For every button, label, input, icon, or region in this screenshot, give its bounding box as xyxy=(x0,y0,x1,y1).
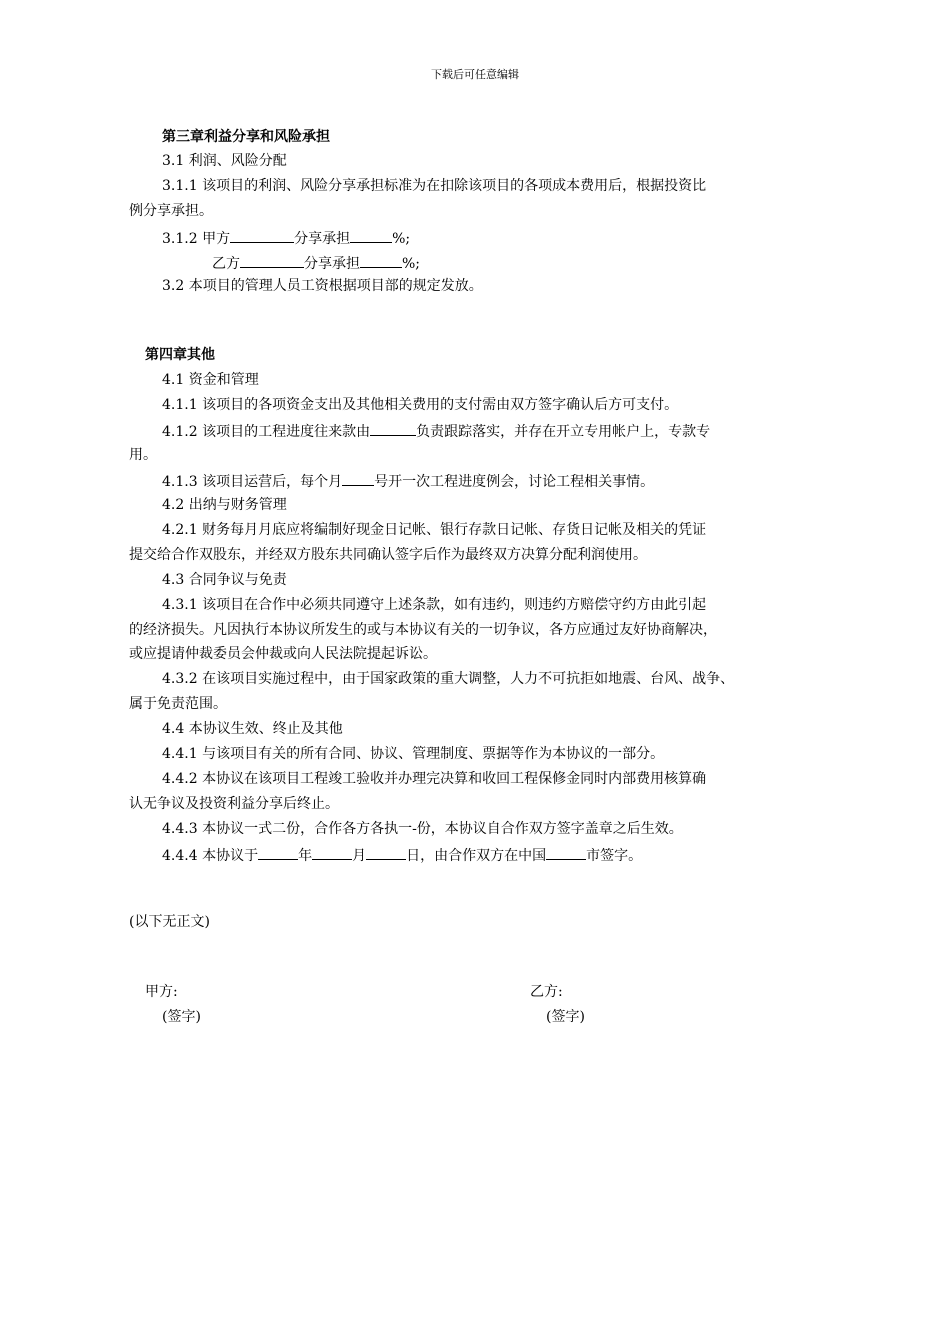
clause-4-1-1: 4.1.1 该项目的各项资金支出及其他相关费用的支付需由双方签字确认后方可支付。 xyxy=(162,397,679,413)
party-b-label: 乙方: xyxy=(530,984,563,1000)
clause-4-4-4-text: 4.4.4 本协议于 xyxy=(162,848,259,864)
clause-4-2-1-line1: 4.2.1 财务每月月底应将编制好现金日记帐、银行存款日记帐、存货日记帐及相关的凭证 xyxy=(162,522,707,538)
clause-4-4-2-line1: 4.4.2 本协议在该项目工程竣工验收并办理完决算和收回工程保修金同时内部费用核算确 xyxy=(162,771,707,787)
share-b-blank xyxy=(240,253,304,268)
section-4-4: 4.4 本协议生效、终止及其他 xyxy=(162,721,343,737)
percent-a-blank xyxy=(350,228,392,243)
clause-4-4-1: 4.4.1 与该项目有关的所有合同、协议、管理制度、票据等作为本协议的一部分。 xyxy=(162,746,665,762)
party-a-label: 甲方: xyxy=(145,984,178,1000)
clause-3-1-1-line2: 例分享承担。 xyxy=(129,203,213,219)
clause-3-1-1-line1: 3.1.1 该项目的利润、风险分享承担标准为在扣除该项目的各项成本费用后，根据投资比 xyxy=(162,178,707,194)
share-label: 分享承担 xyxy=(304,256,360,272)
clause-4-4-4 xyxy=(162,845,642,865)
section-4-3: 4.3 合同争议与免责 xyxy=(162,572,287,588)
clause-4-2-1-line2: 提交给合作双股东，并经双方股东共同确认签字后作为最终双方决算分配利润使用。 xyxy=(129,547,647,563)
year-label: 年 xyxy=(298,848,313,864)
share-label: 分享承担 xyxy=(294,231,351,247)
percent-suffix: %; xyxy=(402,256,421,272)
day-label: 日，由合作双方在中国 xyxy=(406,848,547,864)
section-3-1: 3.1 利润、风险分配 xyxy=(162,153,287,169)
day-blank xyxy=(366,845,406,860)
clause-4-1-2-text: 4.1.2 该项目的工程进度往来款由 xyxy=(162,424,371,440)
clause-3-1-2-b-label: 乙方 xyxy=(212,256,240,272)
city-label: 市签字。 xyxy=(586,848,643,864)
clause-4-1-2-text-cont: 负责跟踪落实，并存在开立专用帐户上，专款专 xyxy=(416,424,711,440)
clause-4-4-3: 4.4.3 本协议一式二份，合作各方各执一-份，本协议自合作双方签字盖章之后生效。 xyxy=(162,821,683,837)
clause-4-3-1-line2: 的经济损失。凡因执行本协议所发生的或与本协议有关的一切争议，各方应通过友好协商解决， xyxy=(129,622,717,638)
city-blank xyxy=(546,845,586,860)
percent-b-blank xyxy=(360,253,402,268)
page-header: 下载后可任意编辑 xyxy=(431,68,519,81)
month-label: 月 xyxy=(352,848,367,864)
end-of-text-note: (以下无正文) xyxy=(129,914,210,930)
clause-4-1-3-text-cont: 号开一次工程进度例会，讨论工程相关事情。 xyxy=(374,474,655,490)
clause-3-2: 3.2 本项目的管理人员工资根据项目部的规定发放。 xyxy=(162,278,483,294)
clause-4-1-2-line2: 用。 xyxy=(129,447,157,463)
year-blank xyxy=(258,845,298,860)
chapter-4-title: 第四章其他 xyxy=(145,347,215,363)
clause-4-1-3 xyxy=(162,471,654,491)
clause-4-3-1-line1: 4.3.1 该项目在合作中必须共同遵守上述条款，如有违约，则违约方赔偿守约方由此引起 xyxy=(162,597,707,613)
responsible-party-blank xyxy=(370,421,416,436)
clause-3-1-2-a-label: 3.1.2 甲方 xyxy=(162,231,231,247)
clause-3-1-2-party-a xyxy=(162,228,410,248)
clause-4-4-2-line2: 认无争议及投资利益分享后终止。 xyxy=(129,796,339,812)
party-a-signature: (签字) xyxy=(162,1009,201,1025)
clause-4-3-2-line2: 属于免责范围。 xyxy=(129,696,227,712)
chapter-3-title: 第三章利益分享和风险承担 xyxy=(162,129,330,145)
section-4-2: 4.2 出纳与财务管理 xyxy=(162,497,287,513)
share-a-blank xyxy=(230,228,294,243)
percent-suffix: %; xyxy=(392,231,411,247)
section-4-1: 4.1 资金和管理 xyxy=(162,372,259,388)
month-blank xyxy=(312,845,352,860)
clause-4-1-2-line1 xyxy=(162,421,710,441)
clause-4-3-2-line1: 4.3.2 在该项目实施过程中，由于国家政策的重大调整，人力不可抗拒如地震、台风、战争、 xyxy=(162,671,735,687)
clause-4-1-3-text: 4.1.3 该项目运营后，每个月 xyxy=(162,474,343,490)
party-b-signature: (签字) xyxy=(546,1009,585,1025)
clause-4-3-1-line3: 或应提请仲裁委员会仲裁或向人民法院提起诉讼。 xyxy=(129,646,437,662)
clause-3-1-2-party-b xyxy=(212,253,420,273)
day-of-month-blank xyxy=(342,471,374,486)
